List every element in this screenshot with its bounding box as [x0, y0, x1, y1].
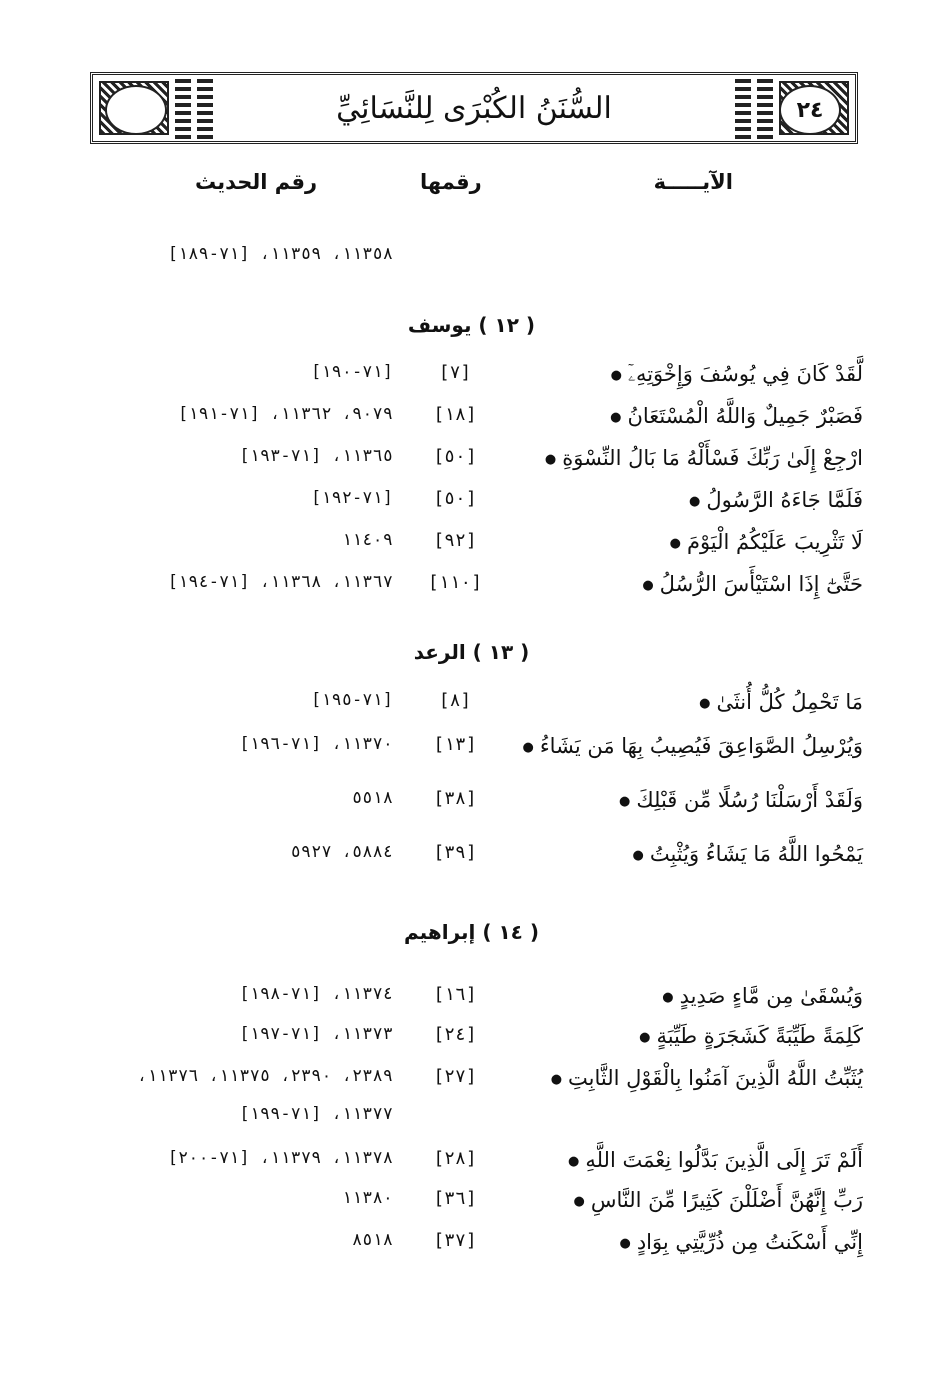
verse-number: [٢٧] — [433, 1066, 477, 1087]
ornament-chain — [175, 79, 191, 139]
verse-text: يُثَبِّتُ اللَّهُ الَّذِينَ آمَنُوا بِالْقَوْلِ الثَّابِتِ ● — [533, 1066, 863, 1090]
book-seal-icon — [105, 85, 167, 135]
surah-heading: ( ١٣ ) الرعد — [413, 640, 530, 664]
table-row — [0, 362, 943, 398]
page-number: ٢٤ — [779, 85, 841, 135]
verse-number: [٢٨] — [433, 1148, 477, 1169]
verse-text: مَا تَحْمِلُ كُلُّ أُنثَىٰ ● — [533, 690, 863, 714]
verse-number: [٧] — [438, 362, 472, 383]
verse-number: [٣٨] — [433, 788, 477, 809]
verse-number: [٣٧] — [433, 1230, 477, 1251]
hadith-numbers: ١١٣٨٠ — [341, 1188, 393, 1208]
hadith-numbers-continued: ١١٣٧٧، [٧١-١٩٩] — [239, 1104, 393, 1124]
verse-number: [٨] — [438, 690, 472, 711]
verse-text: فَلَمَّا جَاءَهُ الرَّسُولُ ● — [533, 488, 863, 512]
verse-number: [٢٤] — [433, 1024, 477, 1045]
verse-number: [١٨] — [433, 404, 477, 425]
verse-text: حَتَّىٰٓ إِذَا اسْتَيْأَسَ الرُّسُلُ ● — [533, 572, 863, 596]
table-row — [0, 488, 943, 524]
hadith-numbers: [٧١-١٩٢] — [311, 488, 393, 508]
hadith-numbers: ٢٣٨٩، ٢٣٩٠، ١١٣٧٥، ١١٣٧٦، — [137, 1066, 393, 1086]
page-header — [90, 72, 858, 144]
ornament-chain — [757, 79, 773, 139]
verse-number: [٣٩] — [433, 842, 477, 863]
verse-text: إِنِّي أَسْكَنتُ مِن ذُرِّيَّتِي بِوَادٍ ● — [533, 1230, 863, 1254]
surah-heading: ( ١٤ ) إبراهيم — [404, 920, 539, 944]
table-row — [0, 572, 943, 608]
hadith-numbers: ١١٣٧٣، [٧١-١٩٧] — [239, 1024, 393, 1044]
verse-text: لَّقَدْ كَانَ فِي يُوسُفَ وَإِخْوَتِهِۦٓ ● — [533, 362, 863, 387]
table-row — [0, 446, 943, 482]
verse-number: [٣٦] — [433, 1188, 477, 1209]
table-row — [0, 530, 943, 566]
ornament-chain — [735, 79, 751, 139]
carryover-hadith-numbers: ١١٣٥٨، ١١٣٥٩، [٧١-١٨٩] — [167, 244, 393, 264]
hadith-numbers: ١١٣٦٧، ١١٣٦٨، [٧١-١٩٤] — [167, 572, 393, 592]
table-row — [0, 1024, 943, 1060]
column-heading-verse-number: رقمها — [420, 170, 482, 194]
verse-number: [١٣] — [433, 734, 477, 755]
table-row — [0, 1188, 943, 1224]
hadith-numbers: ٥٥١٨ — [352, 788, 393, 808]
table-row — [0, 788, 943, 824]
table-row — [0, 1066, 943, 1102]
table-row — [0, 842, 943, 878]
ornament-chain — [197, 79, 213, 139]
hadith-numbers: ٩٠٧٩، ١١٣٦٢، [٧١-١٩١] — [177, 404, 393, 424]
hadith-numbers: ١١٤٠٩ — [341, 530, 393, 550]
hadith-numbers: [٧١-١٩٥] — [311, 690, 393, 710]
verse-text: فَصَبْرٌ جَمِيلٌ وَاللَّهُ الْمُسْتَعَانُ ● — [533, 404, 863, 428]
verse-text: وَيُرْسِلُ الصَّوَاعِقَ فَيُصِيبُ بِهَا مَن يَشَاءُ ● — [533, 734, 863, 758]
verse-number: [٥٠] — [433, 446, 477, 467]
hadith-numbers: ٥٨٨٤، ٥٩٢٧ — [290, 842, 393, 862]
verse-text: كَلِمَةً طَيِّبَةً كَشَجَرَةٍ طَيِّبَةٍ ● — [533, 1024, 863, 1048]
verse-number: [٩٢] — [433, 530, 477, 551]
table-row — [0, 690, 943, 726]
column-heading-hadith-number: رقم الحديث — [195, 170, 318, 194]
verse-text: رَبِّ إِنَّهُنَّ أَضْلَلْنَ كَثِيرًا مِّنَ النَّاسِ ● — [533, 1188, 863, 1212]
verse-text: أَلَمْ تَرَ إِلَى الَّذِينَ بَدَّلُوا نِعْمَتَ اللَّهِ ● — [533, 1148, 863, 1172]
hadith-numbers: [٧١-١٩٠] — [311, 362, 393, 382]
verse-number: [١١٠] — [427, 572, 483, 593]
verse-text: وَلَقَدْ أَرْسَلْنَا رُسُلًا مِّن قَبْلِكَ ● — [533, 788, 863, 812]
book-title: السُّنَنُ الكُبْرَى لِلنَّسَائِيِّ — [336, 90, 612, 126]
hadith-numbers: ١١٣٧٤، [٧١-١٩٨] — [239, 984, 393, 1004]
hadith-numbers: ٨٥١٨ — [352, 1230, 393, 1250]
hadith-numbers: ١١٣٦٥، [٧١-١٩٣] — [239, 446, 393, 466]
verse-text: وَيُسْقَىٰ مِن مَّاءٍ صَدِيدٍ ● — [533, 984, 863, 1008]
verse-number: [٥٠] — [433, 488, 477, 509]
table-row — [0, 734, 943, 770]
hadith-numbers: ١١٣٧٨، ١١٣٧٩، [٧١-٢٠٠] — [167, 1148, 393, 1168]
table-row — [0, 984, 943, 1020]
table-row — [0, 404, 943, 440]
table-row — [0, 1230, 943, 1266]
hadith-numbers: ١١٣٧٠، [٧١-١٩٦] — [239, 734, 393, 754]
column-heading-verse: الآيـــــة — [653, 170, 733, 194]
verse-text: يَمْحُوا اللَّهُ مَا يَشَاءُ وَيُثْبِتُ ● — [533, 842, 863, 866]
verse-number: [١٦] — [433, 984, 477, 1005]
verse-text: ارْجِعْ إِلَىٰ رَبِّكَ فَسْأَلْهُ مَا بَالُ النِّسْوَةِ ● — [533, 446, 863, 470]
surah-heading: ( ١٢ ) يوسف — [407, 313, 536, 337]
table-row — [0, 1148, 943, 1184]
verse-text: لَا تَثْرِيبَ عَلَيْكُمُ الْيَوْمَ ● — [533, 530, 863, 554]
